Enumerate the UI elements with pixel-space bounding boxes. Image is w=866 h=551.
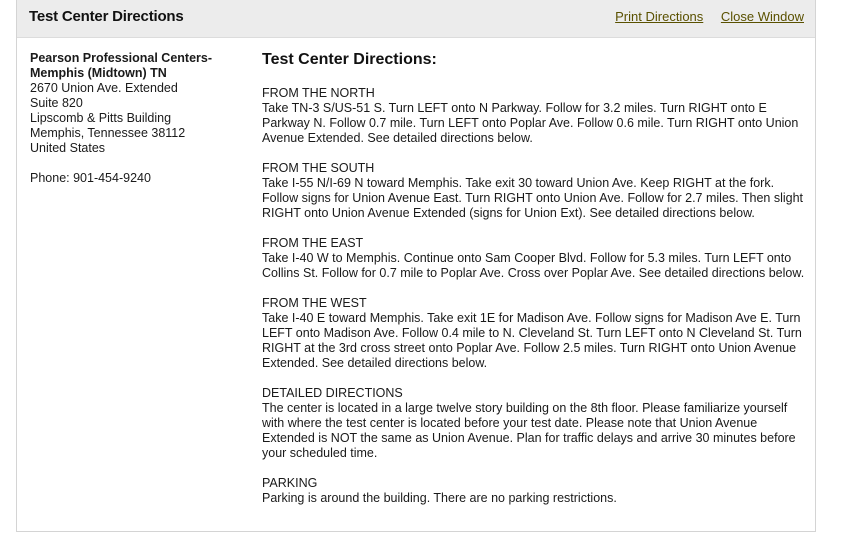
- section-heading: DETAILED DIRECTIONS: [262, 386, 403, 400]
- section-from-east: [262, 236, 807, 281]
- center-name-line2: Memphis (Midtown) TN: [30, 66, 167, 80]
- section-heading: FROM THE EAST: [262, 236, 364, 250]
- directions-window: [16, 0, 816, 532]
- window-actions: [601, 9, 804, 24]
- section-heading: FROM THE SOUTH: [262, 161, 375, 175]
- section-body: Parking is around the building. There are no parking restrictions.: [262, 491, 617, 505]
- section-heading: FROM THE NORTH: [262, 86, 375, 100]
- section-body: Take I-55 N/I-69 N toward Memphis. Take exit 30 toward Union Ave. Keep RIGHT at the fork. Follow signs for Union Avenue East. Turn RIGHT onto Union Ave. Follow for 2.7 miles. Then slight RIGHT onto Union Avenue Extended (signs for Union Ext). See detailed directions below.: [262, 176, 804, 220]
- section-parking: [262, 476, 807, 506]
- print-directions-link[interactable]: Print Directions: [615, 9, 704, 24]
- section-body: Take I-40 W to Memphis. Continue onto Sam Cooper Blvd. Follow for 5.3 miles. Turn LEFT onto Collins St. Follow for 0.7 mile to Poplar Ave. Cross over Poplar Ave. See detailed directions below.: [262, 251, 805, 280]
- window-titlebar: [17, 0, 815, 38]
- address-line-city: Memphis, Tennessee 38112: [30, 126, 186, 140]
- center-phone: Phone: 901-454-9240: [30, 171, 151, 185]
- address-line-street: 2670 Union Ave. Extended: [30, 81, 178, 95]
- close-window-link[interactable]: Close Window: [720, 9, 804, 24]
- address-line-building: Lipscomb & Pitts Building: [30, 111, 172, 125]
- section-heading: FROM THE WEST: [262, 296, 367, 310]
- section-from-north: [262, 86, 807, 146]
- center-name-line1: Pearson Professional Centers-: [30, 51, 213, 65]
- address-line-suite: Suite 820: [30, 96, 83, 110]
- section-detailed-directions: [262, 386, 807, 461]
- section-body: Take TN-3 S/US-51 S. Turn LEFT onto N Parkway. Follow for 3.2 miles. Turn RIGHT onto E Parkway N. Follow 0.7 mile. Turn LEFT onto Poplar Ave. Follow 0.6 mile. Turn RIGHT onto Union Avenue Extended. See detailed directions below.: [262, 101, 799, 145]
- directions-heading: Test Center Directions:: [262, 51, 437, 68]
- directions-content: [262, 50, 807, 521]
- section-from-south: [262, 161, 807, 221]
- section-body: Take I-40 E toward Memphis. Take exit 1E for Madison Ave. Follow signs for Madison Ave E. Turn LEFT onto Madison Ave. Follow 0.4 mile to N. Cleveland St. Turn LEFT onto N Cleveland St. Turn RIGHT at the 3rd cross street onto Poplar Ave. Follow 2.5 miles. Turn RIGHT onto Union Avenue Extended. See detailed directions below.: [262, 311, 802, 370]
- section-heading: PARKING: [262, 476, 318, 490]
- address-line-country: United States: [30, 141, 106, 155]
- test-center-address: [30, 51, 235, 186]
- section-body: The center is located in a large twelve story building on the 8th floor. Please familiarize yourself with where the test center is located before your test date. Please note that Union Avenue Extended is NOT the same as Union Avenue. Plan for traffic delays and arrive 30 minutes before your scheduled time.: [262, 401, 796, 460]
- window-title: Test Center Directions: [29, 8, 184, 25]
- section-from-west: [262, 296, 807, 371]
